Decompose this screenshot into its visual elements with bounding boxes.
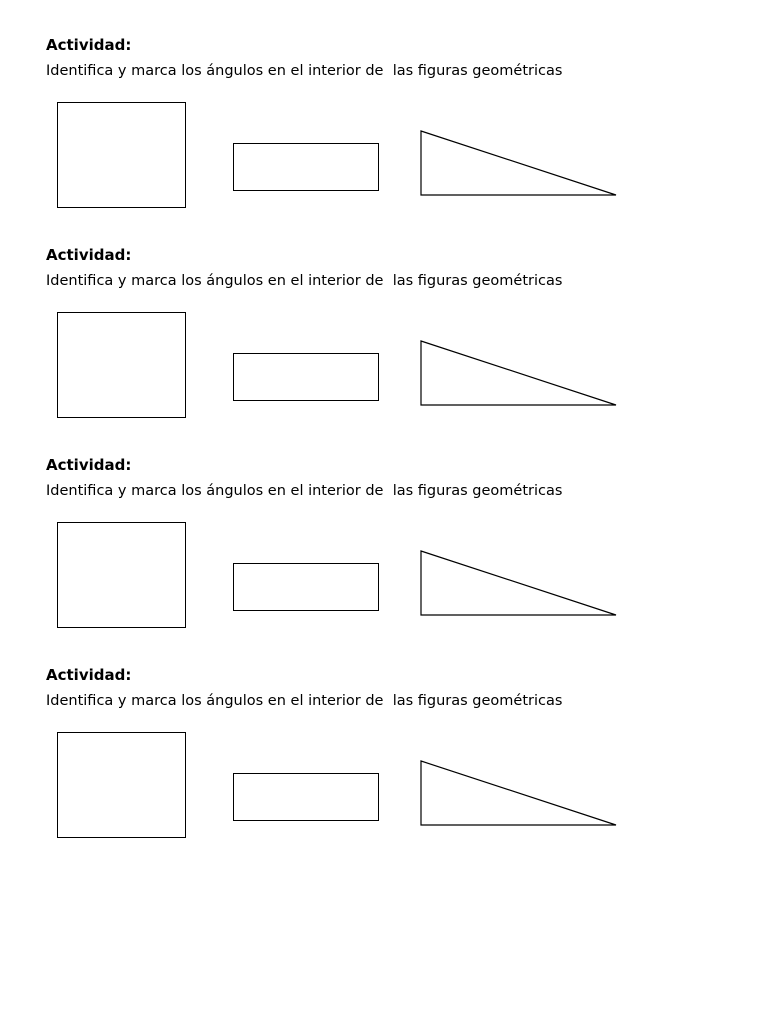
activity-instruction: Identifica y marca los ángulos en el interior de las figuras geométricas	[46, 63, 563, 79]
right-triangle-shape	[418, 130, 618, 198]
right-triangle-shape	[418, 340, 618, 408]
activity-title: Actividad:	[46, 666, 132, 684]
rectangle-shape	[233, 353, 379, 401]
activity-title: Actividad:	[46, 246, 132, 264]
activity-instruction: Identifica y marca los ángulos en el interior de las figuras geométricas	[46, 693, 563, 709]
activity-title: Actividad:	[46, 36, 132, 54]
square-shape	[57, 522, 186, 628]
rectangle-shape	[233, 563, 379, 611]
activity-block-2	[0, 246, 768, 456]
rectangle-shape	[233, 773, 379, 821]
activity-block-3	[0, 456, 768, 666]
right-triangle-shape	[418, 760, 618, 828]
right-triangle-shape	[418, 550, 618, 618]
rectangle-shape	[233, 143, 379, 191]
activity-title: Actividad:	[46, 456, 132, 474]
square-shape	[57, 732, 186, 838]
activity-instruction: Identifica y marca los ángulos en el interior de las figuras geométricas	[46, 273, 563, 289]
activity-block-4	[0, 666, 768, 876]
activity-block-1	[0, 36, 768, 246]
square-shape	[57, 312, 186, 418]
square-shape	[57, 102, 186, 208]
activity-instruction: Identifica y marca los ángulos en el interior de las figuras geométricas	[46, 483, 563, 499]
